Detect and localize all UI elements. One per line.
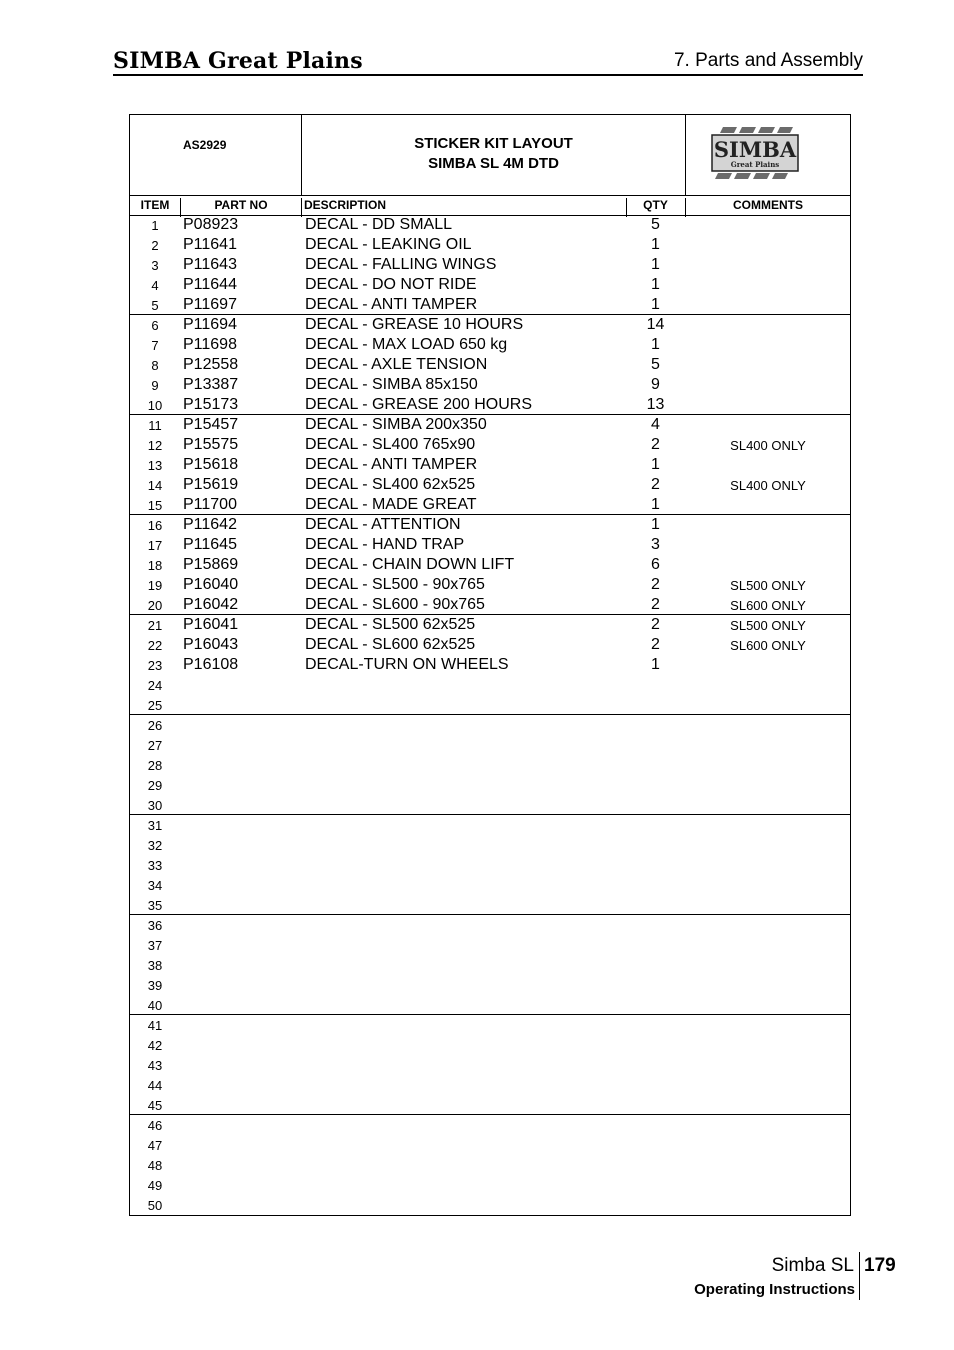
item-number: 26 [147, 718, 163, 733]
part-description: DECAL - LEAKING OIL [305, 236, 472, 253]
part-number: P11697 [183, 296, 237, 313]
part-number: P11700 [183, 496, 237, 513]
part-description: DECAL - ANTI TAMPER [305, 456, 478, 473]
quantity: 1 [651, 656, 660, 673]
quantity: 6 [651, 556, 660, 573]
part-description: DECAL - GREASE 200 HOURS [305, 396, 533, 413]
table-row [130, 535, 850, 555]
item-number: 33 [147, 858, 163, 873]
item-number: 25 [147, 698, 163, 713]
table-row [130, 855, 850, 875]
quantity: 1 [651, 456, 660, 473]
part-description: DECAL - SIMBA 85x150 [305, 376, 478, 393]
assembly-code: AS2929 [183, 138, 227, 152]
item-number: 35 [147, 898, 163, 913]
comment: SL600 ONLY [730, 638, 806, 653]
item-number: 1 [151, 218, 159, 233]
item-number: 27 [147, 738, 163, 753]
item-number: 15 [147, 498, 163, 513]
quantity: 1 [651, 236, 660, 253]
col-item: ITEM [140, 198, 170, 212]
part-description: DECAL - MAX LOAD 650 kg [305, 336, 508, 353]
table-row [130, 395, 850, 415]
part-description: DECAL - ANTI TAMPER [305, 296, 478, 313]
table-row [130, 715, 850, 735]
part-number: P11644 [183, 276, 237, 293]
quantity: 14 [646, 316, 665, 333]
table-row [130, 1195, 850, 1215]
item-number: 43 [147, 1058, 163, 1073]
quantity: 3 [651, 536, 660, 553]
part-number: P08923 [183, 216, 239, 233]
quantity: 2 [651, 616, 660, 633]
item-number: 32 [147, 838, 163, 853]
brand-logo-text: SIMBA Great Plains [113, 48, 363, 74]
part-number: P11694 [183, 316, 237, 333]
part-number: P16043 [183, 636, 239, 653]
table-row [130, 555, 850, 575]
quantity: 5 [651, 356, 660, 373]
part-number: P16108 [183, 656, 239, 673]
part-description: DECAL - CHAIN DOWN LIFT [305, 556, 515, 573]
item-number: 48 [147, 1158, 163, 1173]
part-description: DECAL - SIMBA 200x350 [305, 416, 487, 433]
table-row [130, 435, 850, 455]
header-divider [113, 74, 863, 76]
part-number: P15457 [183, 416, 239, 433]
item-number: 14 [147, 478, 163, 493]
table-row [130, 415, 850, 435]
page-number: 179 [864, 1255, 896, 1276]
part-description: DECAL - SL500 62x525 [305, 616, 476, 633]
part-description: DECAL - SL600 - 90x765 [305, 596, 485, 613]
part-number: P13387 [183, 376, 239, 393]
table-row [130, 475, 850, 495]
table-row [130, 375, 850, 395]
part-description: DECAL - SL500 - 90x765 [305, 576, 485, 593]
quantity: 13 [646, 396, 665, 413]
item-number: 47 [147, 1138, 163, 1153]
table-row [130, 215, 850, 235]
footer-product: Simba SL [771, 1255, 854, 1276]
quantity: 4 [651, 416, 660, 433]
part-description: DECAL - DD SMALL [305, 216, 452, 233]
table-row [130, 775, 850, 795]
assembly-code-cell [130, 115, 302, 195]
logo-sub: Great Plains [730, 160, 780, 169]
part-description: DECAL - DO NOT RIDE [305, 276, 477, 293]
table-row [130, 735, 850, 755]
part-description: DECAL - SL600 62x525 [305, 636, 476, 653]
item-number: 24 [147, 678, 163, 693]
table-row [130, 235, 850, 255]
part-number: P16041 [183, 616, 239, 633]
item-number: 34 [147, 878, 163, 893]
col-description: DESCRIPTION [304, 198, 387, 212]
footer-divider [859, 1252, 860, 1300]
table-row [130, 1155, 850, 1175]
item-number: 44 [147, 1078, 163, 1093]
item-number: 8 [151, 358, 159, 373]
item-number: 29 [147, 778, 163, 793]
parts-table-body [130, 215, 850, 1215]
comment: SL600 ONLY [730, 598, 806, 613]
logo-word: SIMBA [713, 137, 797, 162]
table-row [130, 675, 850, 695]
item-number: 49 [147, 1178, 163, 1193]
table-row [130, 495, 850, 515]
part-number: P11698 [183, 336, 237, 353]
item-number: 50 [147, 1198, 163, 1213]
table-row [130, 335, 850, 355]
part-description: DECAL-TURN ON WHEELS [305, 656, 509, 673]
table-row [130, 1095, 850, 1115]
part-number: P15173 [183, 396, 239, 413]
table-row [130, 835, 850, 855]
part-description: DECAL - ATTENTION [305, 516, 461, 533]
part-number: P11641 [183, 236, 237, 253]
quantity: 2 [651, 476, 660, 493]
table-row [130, 935, 850, 955]
table-row [130, 515, 850, 535]
part-number: P16040 [183, 576, 239, 593]
table-row [130, 975, 850, 995]
comment: SL500 ONLY [730, 618, 806, 633]
item-number: 46 [147, 1118, 163, 1133]
quantity: 2 [651, 636, 660, 653]
item-number: 6 [151, 318, 159, 333]
item-number: 18 [147, 558, 163, 573]
item-number: 36 [147, 918, 163, 933]
quantity: 1 [651, 516, 660, 533]
table-row [130, 895, 850, 915]
item-number: 31 [147, 818, 163, 833]
quantity: 1 [651, 496, 660, 513]
item-number: 41 [147, 1018, 163, 1033]
sheet-title-line2: SIMBA SL 4M DTD [428, 155, 559, 172]
table-row [130, 1175, 850, 1195]
part-description: DECAL - SL400 62x525 [305, 476, 476, 493]
table-row [130, 1075, 850, 1095]
table-row [130, 955, 850, 975]
col-comments: COMMENTS [733, 198, 803, 212]
item-number: 45 [147, 1098, 163, 1113]
part-number: P16042 [183, 596, 239, 613]
col-part-no: PART NO [214, 198, 268, 212]
item-number: 22 [147, 638, 163, 653]
table-row [130, 595, 850, 615]
quantity: 2 [651, 436, 660, 453]
part-number: P15575 [183, 436, 239, 453]
sheet-title-line1: STICKER KIT LAYOUT [414, 135, 573, 152]
item-number: 30 [147, 798, 163, 813]
part-number: P15619 [183, 476, 239, 493]
part-number: P11643 [183, 256, 237, 273]
item-number: 2 [151, 238, 159, 253]
table-row [130, 295, 850, 315]
part-number: P12558 [183, 356, 239, 373]
part-description: DECAL - AXLE TENSION [305, 356, 488, 373]
table-row [130, 255, 850, 275]
item-number: 12 [147, 438, 163, 453]
quantity: 2 [651, 596, 660, 613]
item-number: 11 [148, 418, 162, 433]
item-number: 39 [147, 978, 163, 993]
table-row [130, 915, 850, 935]
table-row [130, 875, 850, 895]
item-number: 17 [147, 538, 163, 553]
item-number: 9 [151, 378, 159, 393]
part-description: DECAL - GREASE 10 HOURS [305, 316, 524, 333]
table-row [130, 815, 850, 835]
item-number: 23 [147, 658, 163, 673]
table-row [130, 275, 850, 295]
item-number: 19 [147, 578, 163, 593]
quantity: 1 [651, 256, 660, 273]
table-row [130, 355, 850, 375]
table-row [130, 995, 850, 1015]
part-number: P11642 [183, 516, 237, 533]
part-number: P15869 [183, 556, 239, 573]
item-number: 38 [147, 958, 163, 973]
comment: SL400 ONLY [730, 478, 806, 493]
item-number: 21 [147, 618, 163, 633]
quantity: 1 [651, 336, 660, 353]
part-number: P15618 [183, 456, 239, 473]
column-headers [130, 195, 850, 216]
table-row [130, 1055, 850, 1075]
simba-logo-cell [686, 115, 850, 195]
section-title: 7. Parts and Assembly [673, 50, 863, 71]
col-qty: QTY [643, 198, 668, 212]
table-row [130, 455, 850, 475]
sticker-kit-sheet [129, 114, 851, 1216]
item-number: 40 [147, 998, 163, 1013]
table-row [130, 1115, 850, 1135]
simba-logo-icon [709, 125, 801, 181]
comment: SL500 ONLY [730, 578, 806, 593]
quantity: 5 [651, 216, 660, 233]
item-number: 16 [147, 518, 163, 533]
table-row [130, 795, 850, 815]
part-description: DECAL - MADE GREAT [305, 496, 477, 513]
item-number: 3 [151, 258, 159, 273]
item-number: 5 [151, 298, 159, 313]
item-number: 13 [147, 458, 163, 473]
item-number: 37 [147, 938, 163, 953]
footer-doc-type: Operating Instructions [694, 1281, 855, 1298]
table-row [130, 755, 850, 775]
table-row [130, 575, 850, 595]
item-number: 4 [151, 278, 159, 293]
part-description: DECAL - HAND TRAP [305, 536, 465, 553]
part-description: DECAL - FALLING WINGS [305, 256, 497, 273]
comment: SL400 ONLY [730, 438, 806, 453]
part-description: DECAL - SL400 765x90 [305, 436, 476, 453]
table-row [130, 695, 850, 715]
table-row [130, 655, 850, 675]
item-number: 42 [147, 1038, 163, 1053]
quantity: 2 [651, 576, 660, 593]
table-row [130, 315, 850, 335]
quantity: 9 [651, 376, 660, 393]
table-row [130, 635, 850, 655]
item-number: 20 [147, 598, 163, 613]
table-row [130, 1035, 850, 1055]
item-number: 10 [147, 398, 163, 413]
table-row [130, 1135, 850, 1155]
item-number: 28 [147, 758, 163, 773]
quantity: 1 [651, 276, 660, 293]
table-row [130, 615, 850, 635]
sheet-title-cell [302, 115, 686, 195]
part-number: P11645 [183, 536, 237, 553]
item-number: 7 [151, 338, 159, 353]
table-row [130, 1015, 850, 1035]
quantity: 1 [651, 296, 660, 313]
